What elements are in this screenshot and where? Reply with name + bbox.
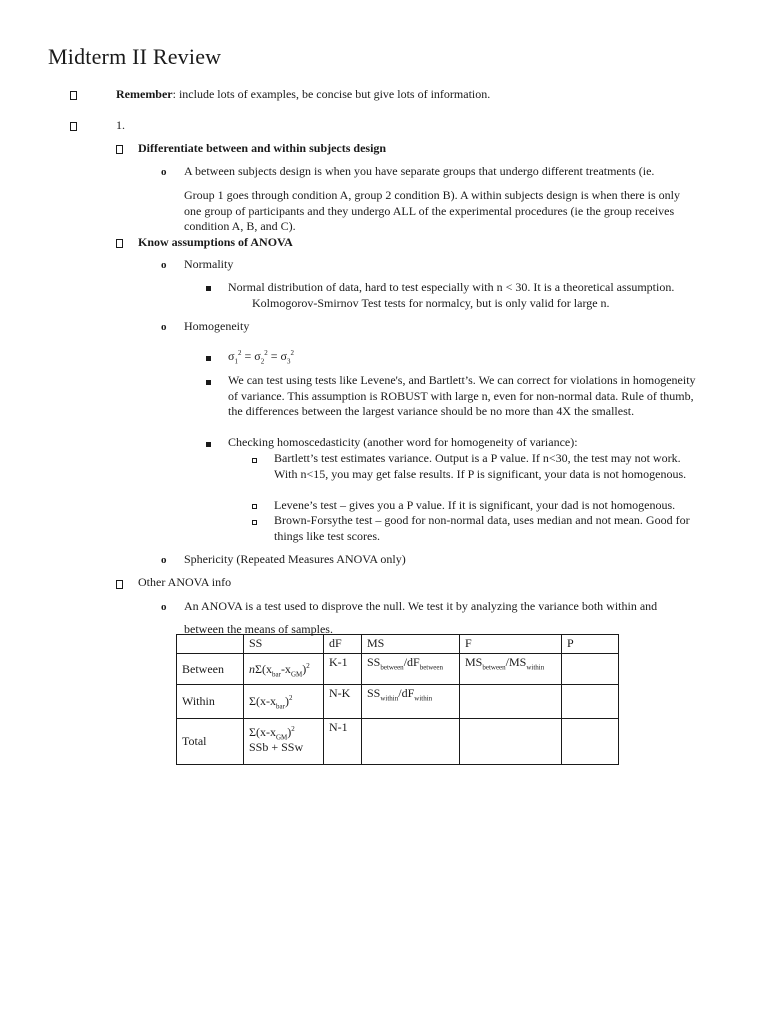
f-cell: $MS_{between}/MS_{within}$: [460, 654, 562, 685]
remember-label: Remember: [116, 87, 173, 101]
table-header-cell: MS: [362, 635, 460, 654]
paragraph: Checking homoscedasticity (another word for homogeneity of variance):: [228, 435, 578, 449]
ms-within-cell: $SS_{within}/dF_{within}$: [362, 685, 460, 719]
ss-total-cell: $\Sigma(x-x_{GM})^2$ SSb + SSw: [244, 719, 324, 765]
square-bullet-icon: [206, 280, 211, 296]
paragraph: We can test using tests like Levene's, and Bartlett’s. We can correct for violations in homogeneity of variance. This assumption is ROBUST with large n, even for non-normal data. Rule of thumb, the differences between the largest variance should be no more than 4X the smallest.: [228, 373, 696, 418]
df-within-cell: N-K: [324, 685, 362, 719]
square-bullet-icon: [206, 436, 211, 452]
p-cell: [562, 654, 619, 685]
assumption-normality: Normality: [184, 257, 234, 271]
sigma-equation: $\sigma_1^2 = \sigma_2^2 = \sigma_3^2$: [228, 349, 294, 366]
df-between-cell: K-1: [324, 654, 362, 685]
bullet-icon: o: [161, 259, 167, 271]
table-header-cell: SS: [244, 635, 324, 654]
ss-within-cell: $\Sigma(x-x_{bar})^2$: [244, 685, 324, 719]
checkbox-icon: [70, 118, 77, 134]
hollow-square-bullet-icon: [252, 498, 257, 514]
checkbox-icon: [116, 235, 123, 251]
paragraph: Bartlett’s test estimates variance. Output is a P value. If n<30, the test may not work. With n<15, you may get false results. If P is significant, your data is not homogenous.: [274, 451, 687, 481]
ss-between-cell: $n\Sigma(x_{bar}-x_{GM})^2$: [244, 654, 324, 685]
remember-text: : include lots of examples, be concise but give lots of information.: [172, 87, 491, 101]
table-header-cell: dF: [324, 635, 362, 654]
paragraph: between the means of samples.: [184, 622, 333, 636]
row-label: Within: [177, 685, 244, 719]
square-bullet-icon: [206, 350, 211, 366]
bullet-icon: o: [161, 554, 167, 566]
checkbox-icon: [116, 576, 123, 592]
table-header-cell: F: [460, 635, 562, 654]
square-bullet-icon: [206, 374, 211, 390]
section-heading: Know assumptions of ANOVA: [138, 235, 293, 249]
checkbox-icon: [70, 87, 77, 103]
page-title: Midterm II Review: [48, 44, 222, 69]
paragraph: Brown-Forsythe test – good for non-normal data, uses median and not mean. Good for things like test scores.: [274, 513, 690, 543]
table-row: [177, 654, 619, 685]
paragraph: Normal distribution of data, hard to test especially with n < 30. It is a theoretical assumption.: [228, 280, 675, 294]
checkbox-icon: [116, 141, 123, 157]
hollow-square-bullet-icon: [252, 514, 257, 530]
table-header-cell: [177, 635, 244, 654]
assumption-sphericity: Sphericity (Repeated Measures ANOVA only): [184, 552, 406, 566]
paragraph: Levene’s test – gives you a P value. If it is significant, your dad is not homogenous.: [274, 498, 676, 512]
row-label: Between: [177, 654, 244, 685]
assumption-homogeneity: Homogeneity: [184, 319, 250, 333]
bullet-icon: o: [161, 601, 167, 613]
paragraph: Kolmogorov-Smirnov Test tests for normalcy, but is only valid for large n.: [252, 296, 610, 310]
p-cell: [562, 685, 619, 719]
f-cell: [460, 719, 562, 765]
table-row: [177, 719, 619, 765]
table-header-cell: P: [562, 635, 619, 654]
hollow-square-bullet-icon: [252, 452, 257, 468]
paragraph: Group 1 goes through condition A, group 2 condition B). A within subjects design is when there is only one group of participants and they undergo ALL of the experimental procedures (ie the group receives condition A, B, and C).: [184, 188, 680, 233]
item-number: 1.: [116, 118, 125, 132]
paragraph: A between subjects design is when you have separate groups that undergo different treatments (ie.: [184, 164, 655, 178]
df-total-cell: N-1: [324, 719, 362, 765]
row-label: Total: [177, 719, 244, 765]
p-cell: [562, 719, 619, 765]
bullet-icon: o: [161, 321, 167, 333]
remember-line: [116, 87, 490, 103]
section-heading: Other ANOVA info: [138, 575, 232, 589]
bullet-icon: o: [161, 166, 167, 178]
table-header-row: [177, 635, 619, 654]
f-cell: [460, 685, 562, 719]
section-heading: Differentiate between and within subjects design: [138, 141, 387, 155]
paragraph: An ANOVA is a test used to disprove the null. We test it by analyzing the variance both within and: [184, 599, 658, 613]
anova-table: [176, 634, 619, 765]
ms-cell: [362, 719, 460, 765]
table-row: [177, 685, 619, 719]
ms-between-cell: $SS_{between}/dF_{between}$: [362, 654, 460, 685]
